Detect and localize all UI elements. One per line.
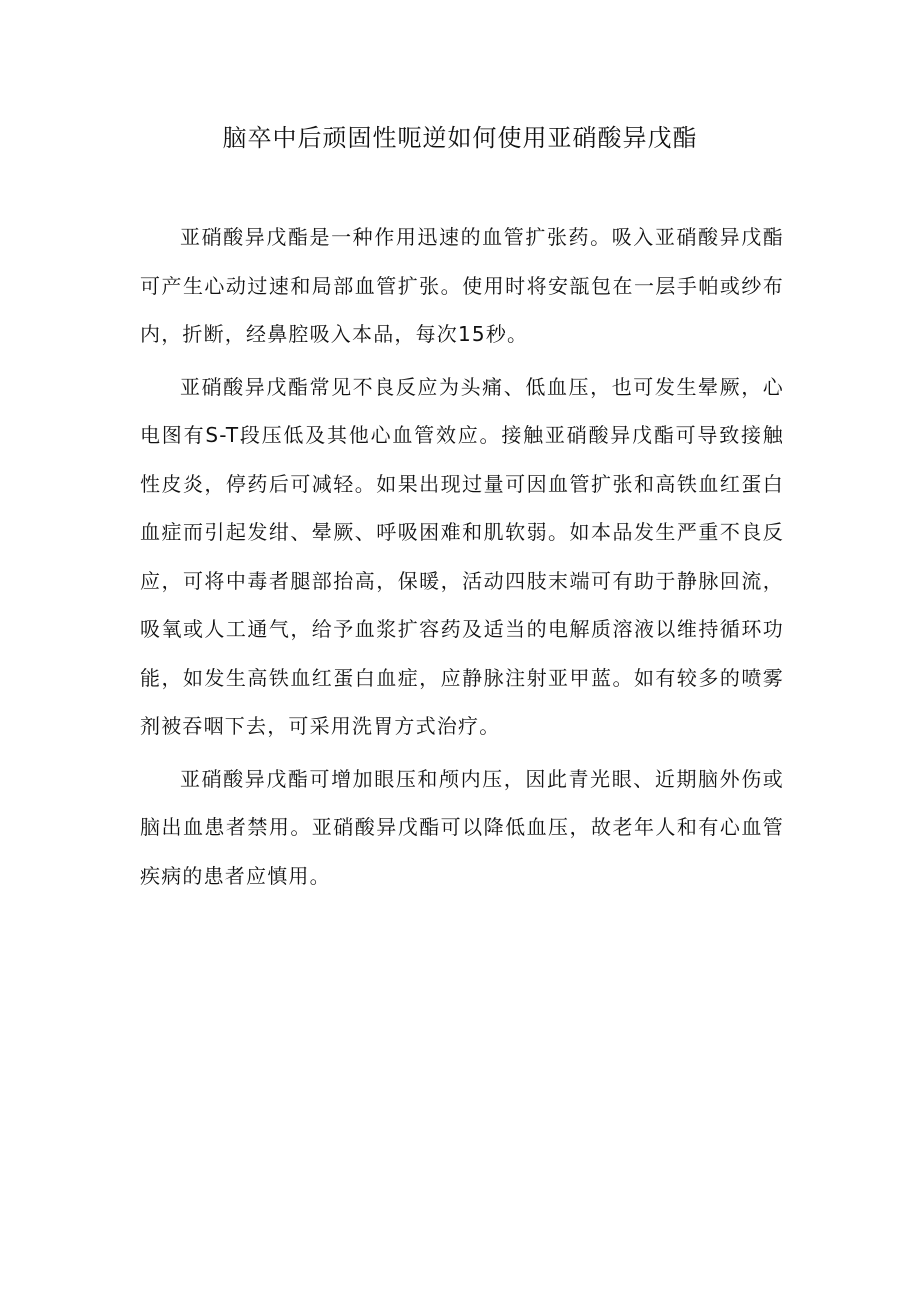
paragraph-contraindications: 亚硝酸异戊酯可增加眼压和颅内压，因此青光眼、近期脑外伤或脑出血患者禁用。亚硝酸异戊酯可以降低血压，故老年人和有心血管疾病的患者应慎用。	[140, 766, 784, 888]
paragraph-adverse-reactions: 亚硝酸异戊酯常见不良反应为头痛、低血压，也可发生晕厥，心电图有S-T段压低及其他心血管效应。接触亚硝酸异戊酯可导致接触性皮炎，停药后可减轻。如果出现过量可因血管扩张和高铁血红蛋白血症而引起发绀、晕厥、呼吸困难和肌软弱。如本品发生严重不良反应，可将中毒者腿部抬高，保暖，活动四肢末端可有助于静脉回流，吸氧或人工通气，给予血浆扩容药及适当的电解质溶液以维持循环功能，如发生高铁血红蛋白血症，应静脉注射亚甲蓝。如有较多的喷雾剂被吞咽下去，可采用洗胃方式治疗。	[140, 374, 784, 738]
paragraph-usage: 亚硝酸异戊酯是一种作用迅速的血管扩张药。吸入亚硝酸异戊酯可产生心动过速和局部血管扩张。使用时将安瓿包在一层手帕或纱布内，折断，经鼻腔吸入本品，每次15秒。	[140, 225, 784, 346]
document-body	[140, 213, 784, 904]
document-title: 脑卒中后顽固性呃逆如何使用亚硝酸异戊酯	[222, 124, 698, 152]
